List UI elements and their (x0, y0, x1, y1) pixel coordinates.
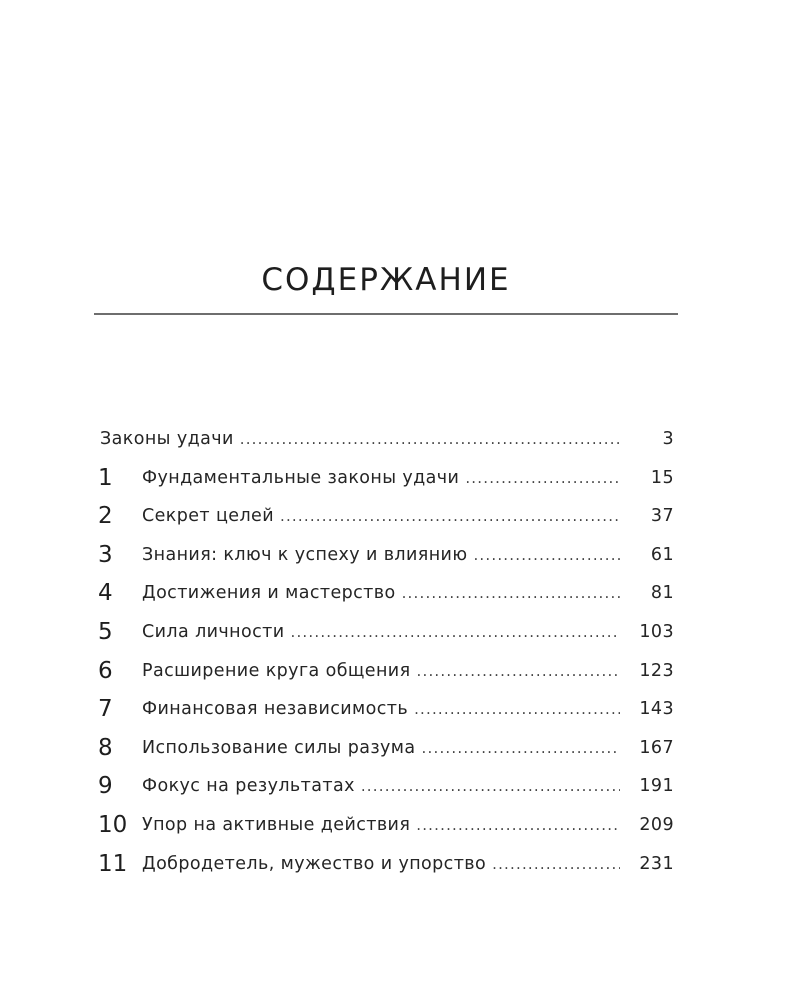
toc-entry-3 (94, 536, 678, 575)
toc-entry-1 (94, 459, 678, 498)
toc-line (142, 613, 620, 652)
chapter-number: 3 (98, 541, 113, 568)
toc-line (142, 536, 620, 575)
chapter-title: Добродетель, мужество и упорство (142, 853, 487, 874)
chapter-title: Финансовая независимость (142, 699, 409, 720)
page-number: 143 (639, 699, 674, 720)
dot-leader (361, 767, 620, 806)
toc-line (142, 459, 620, 498)
chapter-number: 11 (98, 850, 128, 877)
dot-leader (280, 497, 620, 536)
dot-leader (465, 459, 620, 498)
table-of-contents (94, 420, 678, 883)
toc-line (142, 767, 620, 806)
page-number: 231 (639, 853, 674, 874)
toc-line (142, 845, 620, 884)
dot-leader (473, 536, 620, 575)
chapter-title: Использование силы разума (142, 737, 416, 758)
toc-entry-5 (94, 613, 678, 652)
chapter-title: Упор на активные действия (142, 814, 411, 835)
chapter-number: 8 (98, 734, 113, 761)
toc-line (142, 729, 620, 768)
toc-line (142, 574, 620, 613)
chapter-title: Расширение круга общения (142, 660, 411, 681)
dot-leader (492, 845, 620, 884)
page-number: 81 (650, 583, 674, 604)
chapter-title: Сила личности (142, 621, 285, 642)
chapter-number: 5 (98, 618, 113, 645)
chapter-number: 10 (98, 811, 128, 838)
dot-leader (416, 806, 620, 845)
chapter-number: 1 (98, 464, 113, 491)
chapter-title: Секрет целей (142, 506, 274, 527)
toc-entry-10 (94, 806, 678, 845)
toc-entry-9 (94, 767, 678, 806)
chapter-title: Достижения и мастерство (142, 583, 396, 604)
toc-entry-4 (94, 574, 678, 613)
toc-line (142, 652, 620, 691)
page-number: 15 (650, 467, 674, 488)
page-number: 37 (650, 506, 674, 527)
dot-leader (422, 729, 620, 768)
toc-entry-6 (94, 652, 678, 691)
toc-entry-8 (94, 729, 678, 768)
page-number: 61 (650, 544, 674, 565)
dot-leader (291, 613, 621, 652)
dot-leader (414, 690, 620, 729)
chapter-number: 9 (98, 773, 113, 800)
dot-leader (417, 652, 620, 691)
toc-entry-2 (94, 497, 678, 536)
toc-entry-intro (94, 420, 678, 459)
page-number: 209 (639, 814, 674, 835)
chapter-number: 4 (98, 580, 113, 607)
chapter-number: 2 (98, 503, 113, 530)
toc-line (142, 497, 620, 536)
page-title: СОДЕРЖАНИЕ (261, 262, 511, 298)
chapter-title: Знания: ключ к успеху и влиянию (142, 544, 468, 565)
page-number: 167 (639, 737, 674, 758)
title-divider (94, 313, 678, 315)
dot-leader (402, 574, 620, 613)
page-number: 3 (662, 429, 674, 449)
chapter-number: 6 (98, 657, 113, 684)
chapter-number: 7 (98, 696, 113, 723)
chapter-title: Фокус на результатах (142, 776, 355, 797)
page-number: 191 (639, 776, 674, 797)
chapter-title: Фундаментальные законы удачи (142, 467, 460, 488)
toc-entry-11 (94, 845, 678, 884)
toc-entry-7 (94, 690, 678, 729)
page-number: 103 (639, 621, 674, 642)
chapter-title: Законы удачи (100, 429, 234, 449)
toc-line (142, 806, 620, 845)
page-number: 123 (639, 660, 674, 681)
toc-line (100, 420, 620, 459)
dot-leader (240, 420, 620, 459)
toc-line (142, 690, 620, 729)
